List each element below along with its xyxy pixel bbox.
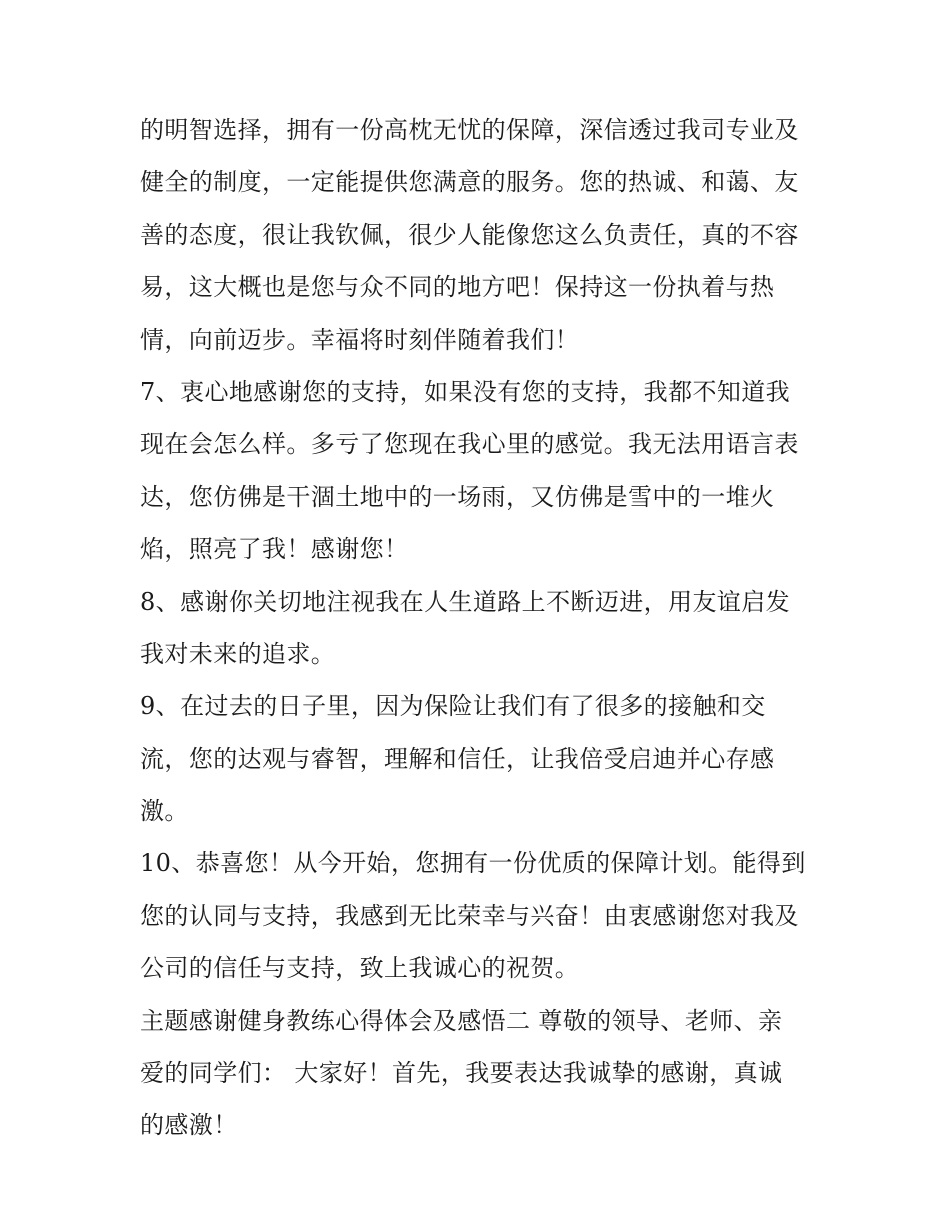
text-line: 达，您仿佛是干涸土地中的一场雨，又仿佛是雪中的一堆火 [140, 482, 775, 511]
text-line: 激。 [140, 797, 189, 826]
text-line: 健全的制度，一定能提供您满意的服务。您的热诚、和蔼、友 [140, 168, 799, 197]
text-line: 您的认同与支持，我感到无比荣幸与兴奋！由衷感谢您对我及 [140, 901, 799, 930]
text-line: 的感激！ [140, 1111, 238, 1140]
text-line: 9、在过去的日子里，因为保险让我们有了很多的接触和交 [140, 692, 766, 721]
text-line: 流，您的达观与睿智，理解和信任，让我倍受启迪并心存感 [140, 744, 775, 773]
text-line: 情，向前迈步。幸福将时刻伴随着我们！ [140, 325, 580, 354]
text-line: 7、衷心地感谢您的支持，如果没有您的支持，我都不知道我 [140, 377, 791, 406]
text-line: 爱的同学们： 大家好！首先，我要表达我诚挚的感谢，真诚 [140, 1059, 783, 1088]
document-body [140, 104, 840, 1152]
text-line: 我对未来的追求。 [140, 639, 336, 668]
text-line: 10、恭喜您！从今开始，您拥有一份优质的保障计划。能得到 [140, 849, 806, 878]
text-line: 8、感谢你关切地注视我在人生道路上不断迈进，用友谊启发 [140, 587, 791, 616]
text-line: 现在会怎么样。多亏了您现在我心里的感觉。我无法用语言表 [140, 430, 799, 459]
text-line: 焰，照亮了我！感谢您！ [140, 535, 409, 564]
text-line: 公司的信任与支持，致上我诚心的祝贺。 [140, 954, 580, 983]
text-line: 善的态度，很让我钦佩，很少人能像您这么负责任，真的不容 [140, 220, 799, 249]
text-line: 易，这大概也是您与众不同的地方吧！保持这一份执着与热 [140, 273, 775, 302]
text-line: 主题感谢健身教练心得体会及感悟二 尊敬的领导、老师、亲 [140, 1006, 783, 1035]
text-line: 的明智选择，拥有一份高枕无忧的保障，深信透过我司专业及 [140, 116, 799, 144]
